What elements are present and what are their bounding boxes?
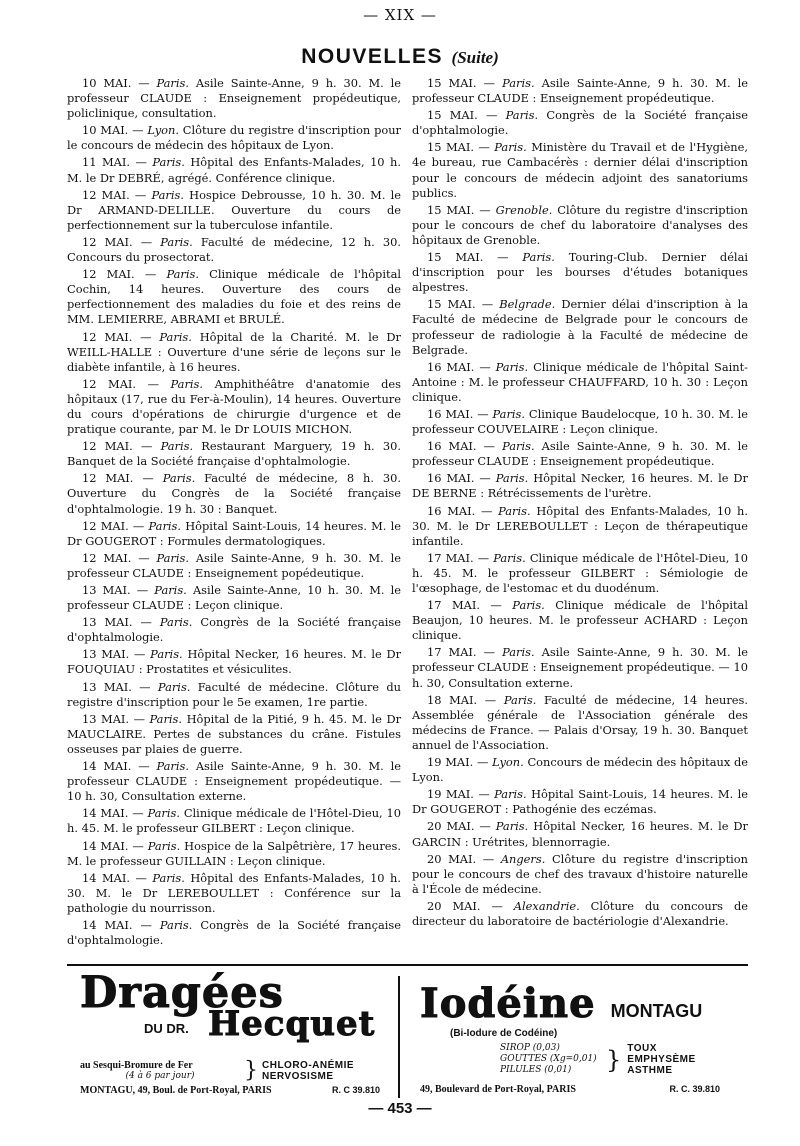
ad-hecquet-name-box: [208, 1004, 375, 1044]
entry-city: Paris.: [159, 917, 193, 932]
entry-text: Hôpital des Enfants-Malades, 10 h. M. le Dr DEBRÉ, agrégé. Conférence clinique.: [67, 155, 401, 185]
entry-date: 20 MAI. —: [427, 819, 491, 834]
news-entry: [412, 108, 748, 138]
entry-city: Paris.: [159, 615, 193, 630]
brace-icon: }: [606, 1045, 622, 1074]
ad-iodeine-title: Iodéine: [420, 980, 596, 1027]
entry-text: Clinique médicale de l'hôpital Saint-Antoine : M. le professeur CHAUFFARD, 10 h. 30 : Leçon clinique.: [412, 359, 749, 404]
entry-text: Hospice Debrousse, 10 h. 30. M. le Dr ARMAND-DELILLE. Ouverture du cours de perfectionnement sur la tuberculose infantile.: [67, 187, 402, 232]
entry-date: 10 MAI. —: [82, 123, 144, 138]
entry-date: 19 MAI. —: [427, 787, 490, 802]
news-entry: [412, 203, 748, 248]
news-entry: [67, 839, 401, 869]
entry-city: Paris.: [159, 329, 192, 344]
entry-text: Amphithéâtre d'anatomie des hôpitaux (17, rue du Fer-à-Moulin), 14 heures. Ouverture du cours d'opérations de chirurgie d'urgence et de pratique courante, par M. le Dr LOUIS MICHON.: [67, 376, 402, 437]
entry-city: Paris.: [495, 359, 529, 374]
entry-text: Hôpital de la Charité. M. le Dr WEILL-HALLE : Ouverture d'une série de leçons sur le diabète infantile, à 16 heures.: [67, 329, 401, 374]
ad-iodeine-title-row: [420, 980, 702, 1027]
news-entry: [67, 471, 401, 516]
entry-date: 16 MAI. —: [427, 503, 493, 518]
news-entry: [412, 360, 748, 405]
entry-date: 10 MAI. —: [82, 76, 150, 90]
news-entry: [67, 188, 401, 233]
news-entry: [412, 819, 748, 849]
entry-text: Hôpital Saint-Louis, 14 heures. M. le Dr GOUGEROT : Pathogénie des eczémas.: [412, 787, 748, 817]
entry-date: 12 MAI. —: [82, 187, 147, 202]
ad-iodeine-address: 49, Boulevard de Port-Royal, PARIS: [420, 1084, 576, 1095]
entry-date: 12 MAI. —: [82, 550, 150, 565]
news-entry: [67, 871, 401, 916]
entry-text: Hôpital Necker, 16 heures. M. le Dr DE BERNE : Rétrécissements de l'urètre.: [412, 471, 748, 501]
entry-text: Dernier délai d'inscription à la Faculté de médecine de Belgrade pour le concours de professeur de radiologie à la Faculté de médecine de Belgrade.: [412, 297, 749, 357]
news-entry: [67, 377, 401, 437]
ad-iodeine-montagu: [420, 966, 740, 1096]
ad-dragees-title: Dragées: [80, 968, 284, 1018]
entry-date: 12 MAI. —: [82, 376, 159, 391]
entry-text: Faculté de médecine. Clôture du registre d'inscription pour le 5e examen, 1re partie.: [67, 679, 401, 709]
news-entry: [412, 76, 748, 106]
entry-date: 13 MAI. —: [82, 679, 151, 694]
news-entry: [412, 297, 748, 357]
entry-text: Hôpital Necker, 16 heures. M. le Dr FOUQUIAU : Prostatites et vésiculites.: [67, 647, 402, 677]
entry-date: 15 MAI. —: [427, 108, 498, 123]
news-entry: [67, 551, 401, 581]
entry-date: 15 MAI. —: [427, 140, 490, 155]
news-entry: [412, 439, 748, 469]
left-column: [67, 76, 401, 950]
entry-city: Paris.: [149, 711, 183, 726]
entry-text: Asile Sainte-Anne, 9 h. 30. M. le professeur CLAUDE : Enseignement popédeutique.: [67, 550, 402, 580]
entry-date: 18 MAI. —: [427, 692, 497, 707]
entry-city: Paris.: [152, 870, 185, 885]
entry-date: 17 MAI. —: [427, 645, 495, 660]
entry-city: Paris.: [495, 471, 529, 486]
ad-iodeine-forms: SIROP (0,03) GOUTTES (Xg=0,01) PILULES (0,01): [500, 1043, 597, 1075]
entry-city: Paris.: [493, 550, 526, 565]
entry-date: 12 MAI. —: [82, 329, 152, 344]
entry-text: Hôpital Necker, 16 heures. M. le Dr GARCIN : Urétrites, blennorragie.: [412, 819, 748, 849]
entry-date: 11 MAI. —: [82, 155, 147, 170]
entry-city: Paris.: [160, 234, 193, 249]
ad-dragees-hecquet: [80, 966, 380, 1096]
ad-iodeine-footer: [420, 1084, 720, 1095]
news-entry: [412, 899, 748, 929]
ad-iodeine-subtitle: (Bi-Iodure de Codéine): [450, 1028, 558, 1039]
entry-city: Lyon.: [492, 755, 524, 770]
entry-text: Asile Sainte-Anne, 9 h. 30. M. le professeur CLAUDE : Enseignement propédeutique.: [412, 76, 749, 106]
entry-city: Belgrade.: [499, 297, 556, 312]
entry-city: Paris.: [495, 819, 529, 834]
ad-iodeine-details: [500, 1043, 717, 1076]
roman-page-number: — XIX —: [363, 6, 437, 24]
entry-city: Alexandrie.: [513, 898, 580, 913]
entry-city: Angers.: [500, 851, 546, 866]
entry-city: Paris.: [494, 140, 527, 155]
news-entry: [67, 235, 401, 265]
entry-text: Congrès de la Société française d'ophtalmologie.: [67, 917, 401, 948]
entry-city: Paris.: [150, 647, 183, 662]
entry-city: Paris.: [156, 76, 189, 90]
news-entry: [67, 155, 401, 185]
ads-divider-vertical: [398, 976, 400, 1098]
news-entry: [67, 615, 401, 645]
news-entry: [67, 647, 401, 677]
entry-city: Grenoble.: [495, 202, 553, 217]
news-entry: [67, 918, 401, 948]
entry-date: 20 MAI. —: [427, 851, 495, 866]
entry-date: 14 MAI. —: [82, 870, 147, 885]
entry-date: 12 MAI. —: [82, 439, 153, 454]
news-entry: [67, 267, 401, 327]
ad-iodeine-indications: TOUX EMPHYSÈME ASTHME: [627, 1043, 696, 1076]
entry-city: Paris.: [162, 471, 196, 486]
entry-text: Hôpital des Enfants-Malades, 10 h. 30. M. le Dr LEREBOULLET : Leçon de thérapeutique infantile.: [412, 503, 748, 548]
entry-date: 14 MAI. —: [82, 838, 144, 853]
news-entry: [412, 645, 748, 690]
news-entry: [67, 759, 401, 804]
entry-date: 13 MAI. —: [82, 647, 146, 662]
entry-date: 16 MAI. —: [427, 406, 489, 421]
news-entry: [412, 407, 748, 437]
entry-text: Hospice de la Salpêtrière, 17 heures. M. le professeur GUILLAIN : Leçon clinique.: [67, 838, 401, 868]
ad-iodeine-rc: R. C. 39.810: [669, 1084, 720, 1094]
entry-text: Concours de médecin des hôpitaux de Lyon.: [412, 755, 749, 785]
entry-text: Asile Sainte-Anne, 9 h. 30. M. le professeur CLAUDE : Enseignement propédeutique.: [412, 439, 749, 469]
entry-text: Clinique Baudelocque, 10 h. 30. M. le professeur COUVELAIRE : Leçon clinique.: [412, 406, 749, 437]
entry-city: Paris.: [522, 250, 555, 265]
news-entry: [67, 439, 401, 469]
entry-city: Paris.: [512, 598, 545, 613]
ad-du-dr: DU DR.: [144, 1021, 189, 1036]
news-entry: [67, 123, 401, 153]
news-entry: [67, 583, 401, 613]
entry-date: 17 MAI. —: [427, 598, 502, 613]
entry-date: 15 MAI. —: [427, 202, 491, 217]
entry-city: Paris.: [505, 108, 539, 123]
entry-date: 13 MAI. —: [82, 583, 149, 597]
section-heading: [0, 45, 800, 69]
entry-text: Congrès de la Société française d'ophtalmologie.: [412, 108, 748, 138]
entry-city: Paris.: [166, 267, 199, 282]
entry-text: Asile Sainte-Anne, 9 h. 30. M. le professeur CLAUDE : Enseignement propédeutique. — 10 h. 30, Consultation externe.: [67, 759, 402, 804]
entry-text: Hôpital de la Pitié, 9 h. 45. M. le Dr MAUCLAIRE. Pertes de substances du crâne. Fistules osseuses par plaies de guerre.: [67, 711, 402, 756]
entry-city: Paris.: [154, 583, 187, 597]
ad-hecquet-name: Hecquet: [208, 1004, 376, 1044]
entry-city: Paris.: [502, 76, 535, 90]
entry-date: 12 MAI. —: [82, 471, 154, 486]
entry-text: Clinique médicale de l'Hôtel-Dieu, 10 h. 45. M. le professeur GILBERT : Leçon clinique.: [67, 806, 401, 836]
entry-text: Congrès de la Société française d'ophtalmologie.: [67, 615, 401, 645]
entry-text: Restaurant Marguery, 19 h. 30. Banquet de la Société française d'ophtalmologie.: [67, 439, 401, 469]
entry-date: 12 MAI. —: [82, 267, 157, 282]
ad-dragees-indications: CHLORO-ANÉMIE NERVOSISME: [262, 1059, 355, 1082]
entry-text: Ministère du Travail et de l'Hygiène, 4e bureau, rue Cambacérès : dernier délai d'inscription pour le concours de médecin adjoint des sanatoriums publics.: [412, 140, 749, 200]
news-entry: [67, 680, 401, 710]
entry-date: 16 MAI. —: [427, 471, 491, 486]
news-entry: [67, 712, 401, 757]
entry-city: Paris.: [157, 679, 191, 694]
news-entry: [412, 250, 748, 295]
entry-city: Paris.: [152, 155, 185, 170]
entry-date: 12 MAI. —: [82, 234, 153, 249]
entry-city: Paris.: [170, 376, 204, 391]
entry-city: Paris.: [494, 787, 527, 802]
entry-city: Paris.: [502, 439, 535, 454]
news-entry: [412, 504, 748, 549]
entry-text: Clinique médicale de l'Hôtel-Dieu, 10 h. 45. M. le professeur GILBERT : Sémiologie de l'œsophage, de l'estomac et du duodénum.: [412, 550, 748, 595]
entry-text: Touring-Club. Dernier délai d'inscription pour les bourses d'études botaniques alpestres.: [412, 250, 749, 295]
entry-text: Asile Sainte-Anne, 10 h. 30. M. le professeur CLAUDE : Leçon clinique.: [67, 583, 402, 613]
page-number: — 453 —: [368, 1100, 432, 1117]
ad-dragees-line1: au Sesqui-Bromure de Fer: [80, 1060, 193, 1071]
news-entry: [67, 519, 401, 549]
entry-text: Faculté de médecine, 14 heures. Assemblée générale de l'Association générale des médecins de France. — Palais d'Orsay, 19 h. 30. Banquet annuel de l'Association.: [412, 692, 748, 752]
entry-date: 17 MAI. —: [427, 550, 490, 565]
entry-date: 14 MAI. —: [82, 806, 144, 821]
entry-city: Paris.: [498, 503, 531, 518]
entry-city: Paris.: [148, 518, 181, 533]
news-entry: [412, 852, 748, 897]
entry-date: 14 MAI. —: [82, 759, 150, 774]
news-entry: [412, 755, 748, 785]
entry-city: Paris.: [147, 806, 180, 821]
entry-text: Clinique médicale de l'hôpital Cochin, 14 heures. Ouverture des cours de perfectionnement des maladies du foie et des reins de MM. LEMIERRE, ABRAMI et BRULÉ.: [67, 267, 402, 327]
right-column: [412, 76, 748, 931]
entry-date: 19 MAI. —: [427, 755, 489, 770]
entry-city: Paris.: [156, 550, 189, 565]
ad-iodeine-brand: MONTAGU: [610, 1001, 703, 1021]
ad-dragees-address: MONTAGU, 49, Boul. de Port-Royal, PARIS: [80, 1085, 272, 1096]
entry-city: Lyon.: [147, 123, 179, 138]
news-entry: [412, 598, 748, 643]
entry-date: 15 MAI. —: [427, 76, 495, 90]
entry-date: 14 MAI. —: [82, 917, 152, 932]
news-entry: [67, 330, 401, 375]
entry-text: Clôture du registre d'inscription pour le concours de chef du laboratoire d'analyses des hôpitaux de Grenoble.: [412, 202, 748, 247]
entry-date: 15 MAI. —: [427, 250, 509, 265]
news-entry: [412, 551, 748, 596]
entry-text: Hôpital Saint-Louis, 14 heures. M. le Dr GOUGEROT : Formules dermatologiques.: [67, 518, 402, 548]
entry-city: Paris.: [502, 645, 535, 660]
entry-city: Paris.: [151, 187, 184, 202]
news-entry: [412, 140, 748, 200]
entry-date: 12 MAI. —: [82, 518, 145, 533]
entry-text: Clinique médicale de l'hôpital Beaujon, 10 heures. M. le professeur ACHARD : Leçon clinique.: [412, 598, 748, 643]
entry-city: Paris.: [156, 759, 189, 774]
entry-city: Paris.: [160, 439, 194, 454]
entry-text: Faculté de médecine, 12 h. 30. Concours du prosectorat.: [67, 234, 401, 265]
entry-text: Clôture du registre d'inscription pour le concours de médecin des hôpitaux de Lyon.: [67, 123, 402, 153]
entry-text: Faculté de médecine, 8 h. 30. Ouverture du Congrès de la Société française d'ophtalmologie. 19 h. 30 : Banquet.: [67, 471, 402, 516]
entry-city: Paris.: [492, 406, 525, 421]
entry-text: Hôpital des Enfants-Malades, 10 h. 30. M. le Dr LEREBOULLET : Conférence sur la pathologie du nourrisson.: [67, 870, 401, 915]
entry-date: 13 MAI. —: [82, 711, 145, 726]
entry-city: Paris.: [503, 692, 537, 707]
ad-dragees-rc: R. C 39.810: [331, 1085, 380, 1095]
entry-text: Clôture du registre d'inscription pour le concours de chef des travaux d'histoire naturelle à l'École de médecine.: [412, 851, 748, 896]
entry-date: 16 MAI. —: [427, 439, 495, 454]
entry-text: Asile Sainte-Anne, 9 h. 30. M. le professeur CLAUDE : Enseignement propédeutique. — 10 h. 30, Consultation externe.: [412, 645, 749, 690]
ad-dragees-dose: (4 à 6 par jour): [125, 1071, 195, 1081]
brace-icon: }: [244, 1058, 258, 1083]
entry-date: 15 MAI. —: [427, 297, 494, 312]
entry-text: Clôture du concours de directeur du laboratoire de bactériologie d'Alexandrie.: [412, 898, 748, 928]
ad-dragees-details: [80, 1058, 380, 1096]
entry-text: Asile Sainte-Anne, 9 h. 30. M. le professeur CLAUDE : Enseignement propédeutique, policlinique, consultation.: [67, 76, 402, 121]
entry-date: 16 MAI. —: [427, 359, 491, 374]
news-entry: [67, 806, 401, 836]
news-entry: [412, 471, 748, 501]
heading-suffix: (Suite): [451, 48, 499, 67]
entry-city: Paris.: [147, 838, 181, 853]
news-entry: [67, 76, 401, 121]
news-entry: [412, 787, 748, 817]
entry-date: 13 MAI. —: [82, 615, 152, 630]
heading-title: NOUVELLES: [301, 45, 444, 68]
news-entry: [412, 693, 748, 753]
entry-date: 20 MAI. —: [427, 898, 503, 913]
